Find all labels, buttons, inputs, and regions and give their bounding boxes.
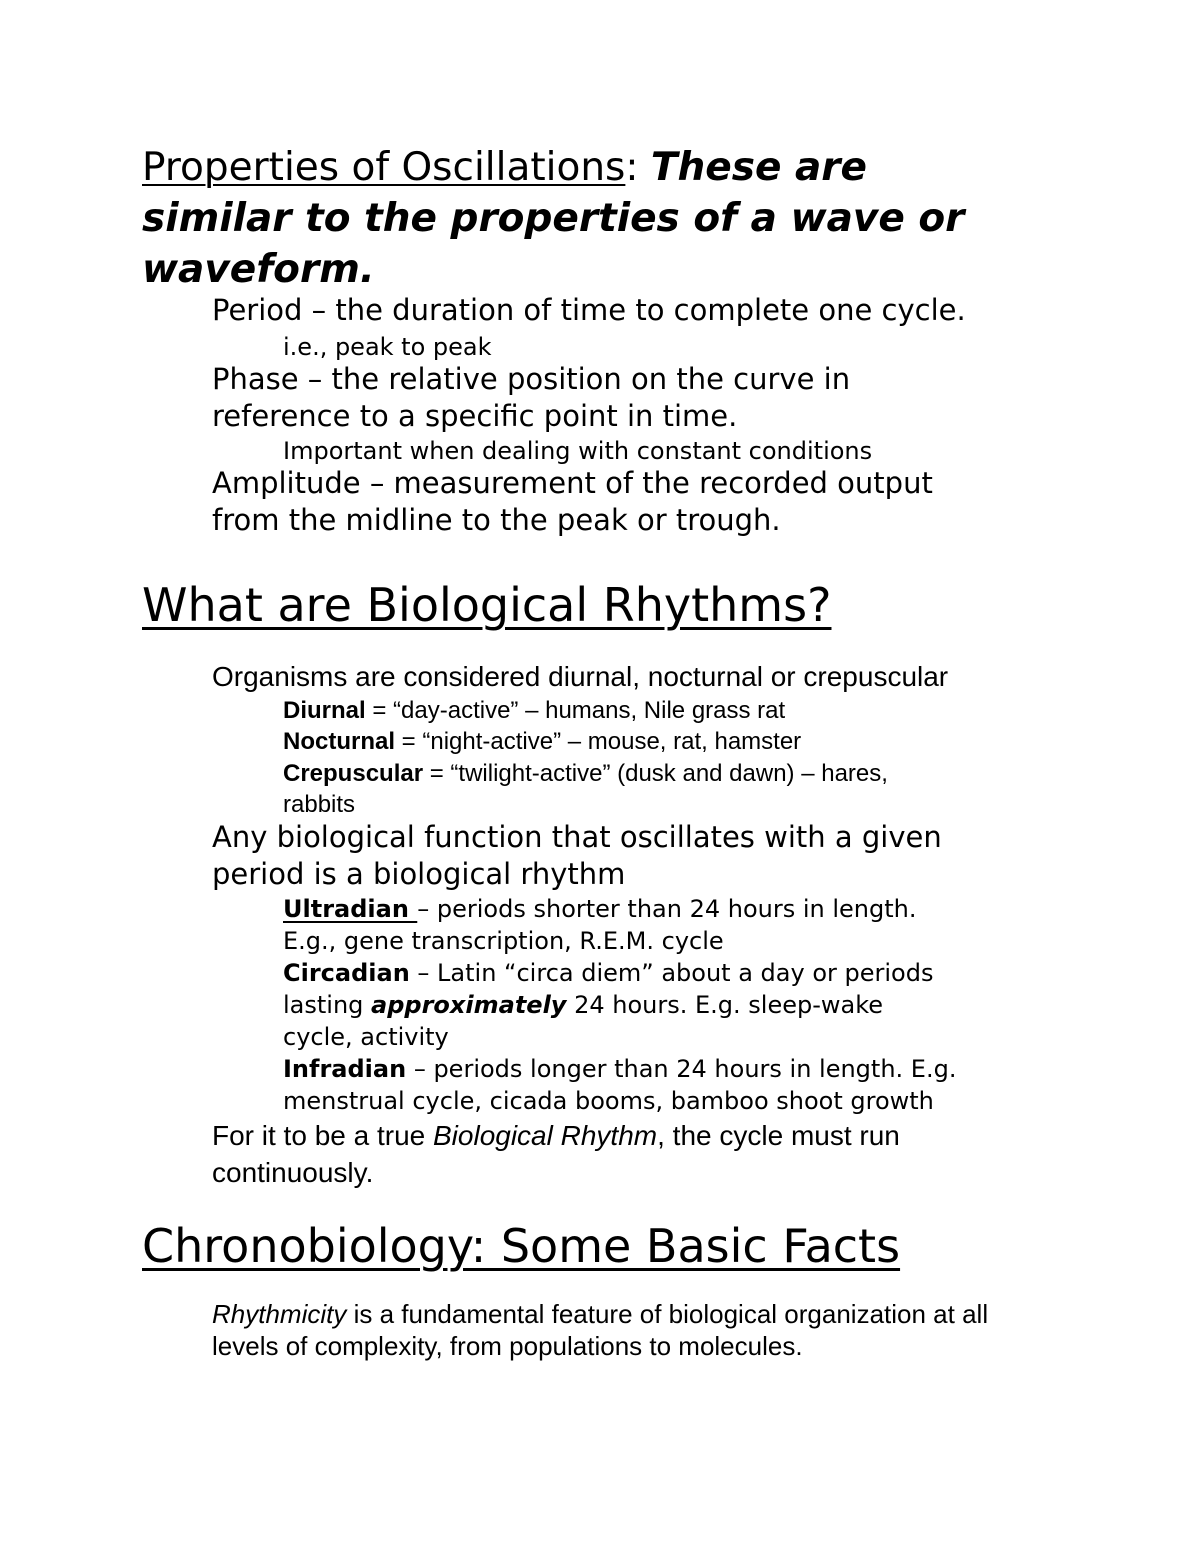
circadian-desc-2b: 24 hours. E.g. sleep-wake [566,991,884,1019]
circadian-desc-2a: lasting [283,991,372,1019]
true-rhythm-text-b: , the cycle must run [657,1120,900,1151]
intro-subtitle-1: These are [650,145,867,190]
circadian-term: Circadian [283,959,410,987]
crepuscular-term: Crepuscular [283,760,424,787]
phase-text-2: reference to a specific point in time. [212,399,738,433]
ultradian-term: Ultradian [283,895,418,923]
oscillations-intro [142,142,1062,295]
heading-chronobiology: Chronobiology: Some Basic Facts [142,1219,901,1273]
intro-subtitle-3: waveform. [142,247,375,292]
ultradian-desc-2: E.g., gene transcription, R.E.M. cycle [283,927,724,955]
function-text-1: Any biological function that oscillates with a given [212,820,942,854]
crepuscular-desc: = “twilight-active” (dusk and dawn) – hares, [423,760,888,787]
crepuscular-desc-2: rabbits [283,791,356,818]
function-text-2: period is a biological rhythm [212,857,626,891]
diurnal-desc: = “day-active” – humans, Nile grass rat [365,697,786,724]
period-example-text: i.e., peak to peak [283,333,492,361]
phase-note-text: Important when dealing with constant conditions [283,437,873,465]
rhythmicity-desc: is a fundamental feature of biological organization at all [346,1299,989,1329]
period-text: Period – the duration of time to complete one cycle. [212,293,966,327]
infradian-desc: – periods longer than 24 hours in length. E.g. [406,1055,957,1083]
phase-text-1: Phase – the relative position on the curve in [212,362,851,396]
true-rhythm-text-2: continuously. [212,1157,374,1188]
ultradian-desc: – periods shorter than 24 hours in length. [417,895,917,923]
title-colon: : [625,145,639,190]
section-title: Properties of Oscillations [142,145,626,190]
amplitude-text-2: from the midline to the peak or trough. [212,503,781,537]
amplitude-text-1: Amplitude – measurement of the recorded output [212,466,933,500]
circadian-desc: – Latin “circa diem” about a day or periods [409,959,934,987]
nocturnal-desc: = “night-active” – mouse, rat, hamster [395,728,802,755]
true-rhythm-emphasis: Biological Rhythm [433,1120,658,1151]
organisms-text: Organisms are considered diurnal, nocturnal or crepuscular [212,661,949,692]
intro-subtitle-2: similar to the properties of a wave or [142,196,965,241]
circadian-desc-3: cycle, activity [283,1023,449,1051]
true-rhythm-text-a: For it to be a true [212,1120,433,1151]
diurnal-term: Diurnal [283,697,366,724]
rhythmicity-term: Rhythmicity [212,1299,347,1329]
heading-biological-rhythms: What are Biological Rhythms? [142,578,832,632]
infradian-desc-2: menstrual cycle, cicada booms, bamboo shoot growth [283,1087,934,1115]
circadian-emphasis: approximately [371,991,567,1019]
infradian-term: Infradian [283,1055,407,1083]
nocturnal-term: Nocturnal [283,728,396,755]
rhythmicity-desc-2: levels of complexity, from populations to molecules. [212,1331,803,1361]
